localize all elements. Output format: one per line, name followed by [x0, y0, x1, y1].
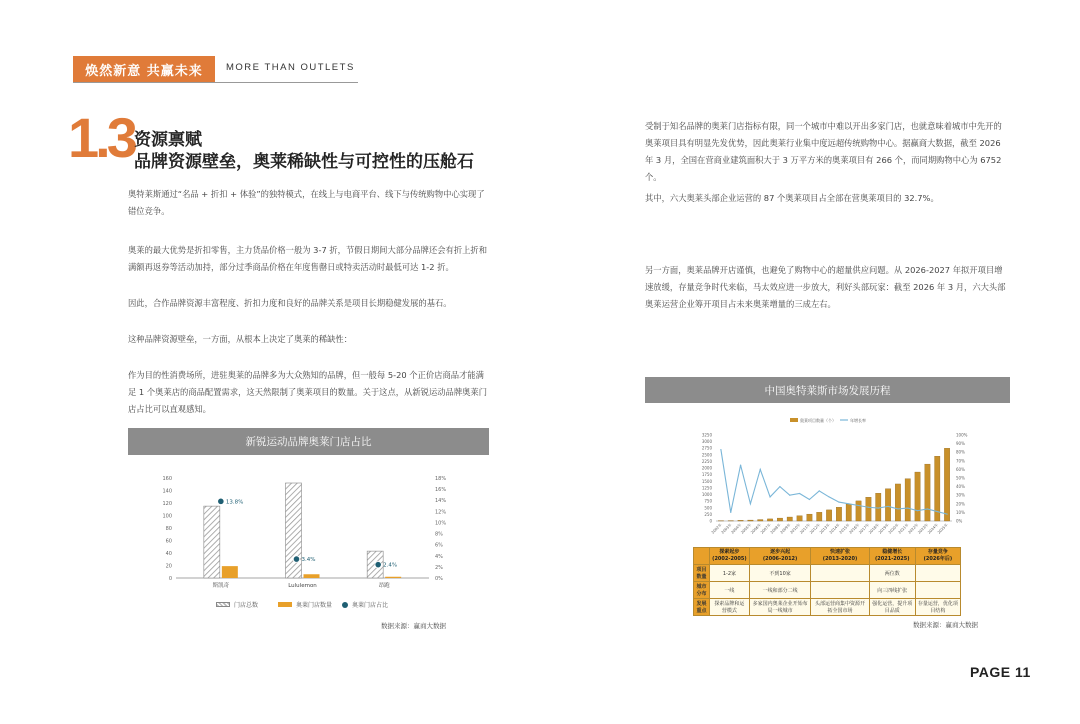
chart1-legend-ratio: [342, 600, 388, 609]
growth-rate-point: [760, 469, 761, 470]
y2-tick-label: 12%: [435, 509, 447, 516]
growth-rate-point: [828, 496, 829, 497]
x-tick-label: 2014年: [828, 522, 841, 535]
legend-label: 奥莱门店占比: [352, 602, 389, 609]
growth-rate-point: [868, 507, 869, 508]
left-paragraph-4: 这种品牌资源壁垒，一方面，从根本上决定了奥莱的稀缺性：: [128, 334, 353, 344]
x-tick-label: 2018年: [868, 522, 880, 535]
project-count-bar: [895, 484, 900, 521]
y2-tick-label: 8%: [435, 531, 443, 538]
y2-tick-label: 60%: [956, 466, 965, 472]
y2-tick-label: 4%: [435, 553, 443, 560]
ratio-point: [375, 561, 381, 567]
row-header: 项目数量: [694, 565, 710, 582]
growth-rate-point: [907, 508, 908, 509]
x-tick-label: 2005年: [740, 522, 753, 535]
table-row: [694, 599, 961, 616]
timeline-phase: 探索起步 (2002-2005): [710, 548, 750, 565]
y-tick-label: 120: [162, 501, 172, 507]
table-cell: 不到10家: [749, 565, 811, 582]
table-cell: 存量运营，优化项目结构: [915, 599, 960, 616]
x-tick-label: 2020年: [887, 522, 900, 535]
project-count-bar: [748, 520, 753, 521]
x-tick-label: 2012年: [809, 522, 821, 535]
growth-rate-point: [848, 503, 849, 504]
chart2-caption: 中国奥特莱斯市场发展历程: [645, 377, 1010, 403]
ratio-data-label: 2.4%: [383, 562, 398, 569]
table-row: [694, 565, 961, 582]
orange-swatch-icon: [278, 602, 292, 607]
table-cell: 多家国内奥莱企业开始布局一线城市: [749, 599, 811, 616]
project-count-bar: [944, 448, 949, 521]
y-tick-label: 2000: [701, 465, 712, 471]
left-paragraph-1: 奥特莱斯通过“名品 + 折扣 + 体验”的独特模式，在线上与电商平台、线下与传统购物中心实现了错位竞争。: [128, 189, 485, 216]
store-share-chart: [140, 470, 460, 590]
x-tick-label: 2025年: [936, 522, 949, 535]
table-cell: 一线: [710, 582, 750, 599]
right-paragraph-3: 另一方面，奥莱品牌开店谨慎，也避免了购物中心的超量供应问题。从 2026-2027 年拟开项目增速放缓，存量竞争时代来临，马太效应进一步放大，利好头部玩家：截至 2026 年 3 月，六大头部奥莱运营企业筹开项目占未来奥莱增量的三成左右。: [645, 265, 1006, 309]
left-paragraph-2: 奥莱的最大优势是折扣零售，主力货品价格一般为 3-7 折，节假日期间大部分品牌还会有折上折和满额再返券等活动加持，部分过季商品价格在年度售罄日或特卖活动时最低可达 1-2 折。: [128, 245, 488, 272]
project-count-bar: [826, 510, 831, 521]
y-tick-label: 1500: [701, 478, 712, 484]
growth-rate-point: [819, 490, 820, 491]
y2-tick-label: 40%: [956, 484, 965, 490]
growth-rate-point: [799, 493, 800, 494]
y2-tick-label: 10%: [956, 509, 965, 515]
x-tick-label: 2016年: [848, 522, 861, 535]
table-cell: [811, 565, 869, 582]
y2-tick-label: 90%: [956, 441, 965, 447]
y-tick-label: 140: [162, 488, 172, 495]
growth-rate-point: [779, 486, 780, 487]
y2-tick-label: 10%: [435, 520, 447, 527]
growth-rate-point: [887, 506, 888, 507]
page-number: PAGE 11: [970, 664, 1031, 680]
legend-bar-swatch-icon: [790, 418, 798, 422]
y-tick-label: 2500: [701, 452, 712, 458]
growth-rate-point: [917, 510, 918, 511]
y2-tick-label: 70%: [956, 458, 965, 464]
hatch-swatch-icon: [216, 602, 230, 607]
table-cell: [915, 565, 960, 582]
chart1-legend-total: [216, 600, 258, 609]
y-tick-label: 60: [165, 538, 172, 545]
y-tick-label: 1750: [701, 472, 712, 478]
section-title: 资源禀赋: [134, 130, 202, 150]
y2-tick-label: 18%: [435, 476, 447, 482]
legend-label: 年增长率: [850, 418, 866, 423]
total-store-bar: [204, 506, 220, 578]
timeline-corner: [694, 548, 710, 565]
right-paragraph-2: 其中，六大奥莱头部企业运营的 87 个奥莱项目占全部在营奥莱项目的 32.7%。: [645, 193, 939, 203]
growth-rate-point: [750, 503, 751, 504]
x-tick-label: 2013年: [818, 522, 831, 535]
y-tick-label: 40: [165, 551, 172, 557]
growth-rate-point: [927, 508, 928, 509]
x-tick-label: 2003年: [720, 522, 733, 535]
table-cell: 1-2家: [710, 565, 750, 582]
x-tick-label: 2024年: [927, 522, 939, 535]
chart1-caption: 新锐运动品牌奥莱门店占比: [128, 428, 489, 455]
y2-tick-label: 20%: [956, 501, 965, 507]
legend-label: 门店总数: [234, 602, 259, 609]
project-count-bar: [885, 489, 890, 521]
y-tick-label: 2750: [701, 445, 712, 451]
y2-tick-label: 2%: [435, 564, 443, 571]
growth-rate-point: [946, 514, 947, 515]
left-paragraph-3: 因此，合作品牌资源丰富程度、折扣力度和良好的品牌关系是项目长期稳健发展的基石。: [128, 298, 452, 308]
ratio-point: [218, 498, 224, 504]
growth-rate-point: [937, 511, 938, 512]
growth-rate-point: [769, 496, 770, 497]
project-count-bar: [876, 493, 881, 521]
x-tick-label: 2008年: [769, 522, 782, 535]
growth-rate-line: [721, 450, 947, 515]
y-tick-label: 1000: [701, 492, 712, 498]
table-cell: 一线和部分二线: [749, 582, 811, 599]
y-tick-label: 100: [162, 513, 172, 520]
y2-tick-label: 50%: [956, 475, 965, 481]
y2-tick-label: 30%: [956, 492, 965, 498]
project-count-bar: [807, 514, 812, 521]
y-tick-label: 0: [709, 518, 712, 524]
total-store-bar: [286, 483, 302, 578]
y-tick-label: 250: [704, 511, 712, 517]
y2-tick-label: 0%: [956, 518, 963, 524]
project-count-bar: [758, 520, 763, 521]
x-tick-label: 2023年: [917, 522, 930, 535]
table-row: [694, 582, 961, 599]
growth-rate-point: [809, 499, 810, 500]
project-count-bar: [846, 504, 851, 521]
project-count-bar: [767, 519, 772, 521]
y-tick-label: 750: [704, 498, 712, 504]
y2-tick-label: 14%: [435, 498, 447, 505]
y-tick-label: 3250: [701, 432, 712, 438]
y-tick-label: 2250: [701, 458, 712, 464]
row-header: 城市分布: [694, 582, 710, 599]
timeline-phase: 存量竞争 (2026年后): [915, 548, 960, 565]
chart2-source: 数据来源：赢商大数据: [913, 621, 978, 629]
header-divider: [73, 82, 358, 83]
y-tick-label: 20: [165, 563, 172, 570]
project-count-bar: [738, 520, 743, 521]
table-cell: [915, 582, 960, 599]
chart1-legend-outlet: [278, 600, 332, 609]
y-tick-label: 3000: [701, 439, 712, 445]
y2-tick-label: 16%: [435, 487, 447, 494]
y-tick-label: 500: [704, 505, 712, 511]
y2-tick-label: 6%: [435, 542, 443, 549]
project-count-bar: [866, 497, 871, 521]
ratio-point: [293, 556, 299, 562]
table-cell: 两位数: [869, 565, 915, 582]
section-number: 1.3: [68, 106, 134, 169]
growth-rate-point: [720, 449, 721, 450]
x-tick-label: 2021年: [897, 522, 910, 535]
project-count-bar: [777, 518, 782, 521]
x-tick-label: 2004年: [730, 522, 743, 535]
x-tick-label: 2022年: [907, 522, 920, 535]
table-cell: 强化运营，提升项目品质: [869, 599, 915, 616]
market-history-chart: [690, 415, 975, 545]
ratio-data-label: 13.8%: [225, 499, 244, 506]
outlet-store-bar: [385, 577, 401, 578]
x-tick-label: 2019年: [877, 522, 890, 535]
y-tick-label: 160: [162, 476, 172, 482]
growth-rate-point: [730, 512, 731, 513]
growth-rate-point: [740, 465, 741, 466]
row-header: 发展重点: [694, 599, 710, 616]
x-tick-label: 2011年: [799, 522, 812, 535]
dot-swatch-icon: [342, 602, 348, 608]
growth-rate-point: [878, 508, 879, 509]
y-tick-label: 80: [165, 526, 172, 532]
timeline-phase: 稳健增长 (2021-2025): [869, 548, 915, 565]
project-count-bar: [817, 512, 822, 521]
ratio-data-label: 3.4%: [301, 557, 316, 564]
growth-rate-point: [897, 508, 898, 509]
table-cell: 探索品牌和运营模式: [710, 599, 750, 616]
table-cell: 头部运营商集中资源开拓全国市场: [811, 599, 869, 616]
project-count-bar: [925, 464, 930, 521]
chart1-source: 数据来源：赢商大数据: [381, 622, 446, 630]
y2-tick-label: 80%: [956, 449, 965, 455]
outlet-store-bar: [304, 574, 320, 578]
growth-rate-point: [789, 495, 790, 496]
left-paragraph-5: 作为目的性消费场所，进驻奥莱的品牌多为大众熟知的品牌，但一般每 5-20 个正价店商品才能满足 1 个奥莱店的商品配置需求，这天然限制了奥莱项目的数量。关于这点，从新锐运动品牌奥莱门店占比可以直观感知。: [128, 370, 488, 414]
outlet-store-bar: [222, 566, 238, 578]
x-tick-label: 昂跑: [378, 583, 390, 589]
legend-label: 奥莱项目数量（个）: [800, 418, 836, 423]
x-tick-label: 2006年: [750, 522, 762, 535]
x-tick-label: 2007年: [759, 522, 772, 535]
table-cell: [811, 582, 869, 599]
growth-rate-point: [838, 501, 839, 502]
header-tag: 焕然新意 共赢未来: [73, 56, 215, 82]
right-paragraph-1: 受制于知名品牌的奥莱门店指标有限，同一个城市中难以开出多家门店，也就意味着城市中先开的奥莱项目具有明显先发优势，因此奥莱行业集中度远超传统购物中心。据赢商大数据，截至 2026 年 3 月，全国在营商业建筑面积大于 3 万平方米的奥莱项目有 266 个，而同期购物中心为 6752 个。: [645, 121, 1002, 182]
legend-label: 奥莱门店数量: [296, 602, 333, 609]
x-tick-label: 2009年: [779, 522, 792, 535]
chart2-legend: [790, 417, 866, 423]
x-tick-label: 2002年: [710, 522, 723, 535]
project-count-bar: [915, 472, 920, 521]
x-tick-label: Lululemon: [288, 583, 317, 589]
x-tick-label: 2015年: [838, 522, 851, 535]
growth-rate-point: [858, 505, 859, 506]
x-tick-label: 2010年: [789, 522, 802, 535]
y-tick-label: 1250: [701, 485, 712, 491]
table-cell: 向三四线扩张: [869, 582, 915, 599]
project-count-bar: [905, 479, 910, 521]
section-subtitle: 品牌资源壁垒，奥莱稀缺性与可控性的压舱石: [134, 152, 474, 172]
x-tick-label: 斯凯奇: [212, 583, 230, 589]
y2-tick-label: 100%: [956, 432, 968, 438]
project-count-bar: [856, 501, 861, 521]
timeline-table: [693, 547, 961, 616]
y2-tick-label: 0%: [435, 576, 443, 582]
timeline-phase: 逐步兴起 (2006-2012): [749, 548, 811, 565]
project-count-bar: [797, 516, 802, 521]
x-tick-label: 2017年: [858, 522, 871, 535]
project-count-bar: [836, 507, 841, 521]
y-tick-label: 0: [168, 576, 172, 582]
timeline-phase: 快速扩张 (2013-2020): [811, 548, 869, 565]
header-subtitle: MORE THAN OUTLETS: [226, 62, 355, 73]
project-count-bar: [787, 517, 792, 521]
